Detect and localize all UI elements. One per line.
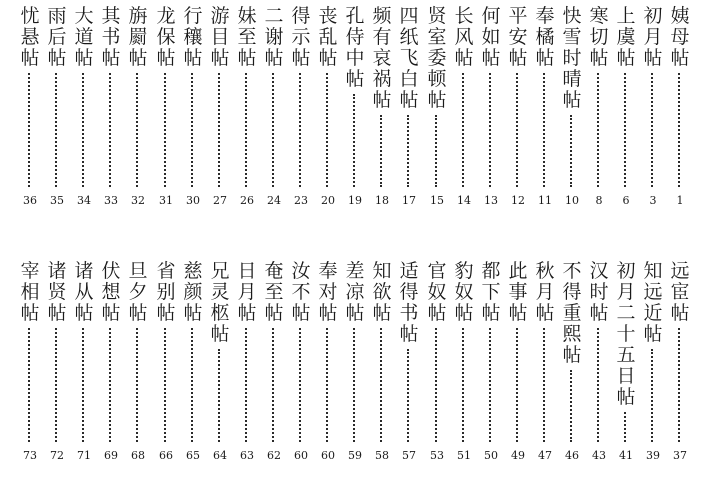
leader-dots <box>272 73 274 187</box>
page-number: 73 <box>23 449 37 462</box>
entry-title: 适 得 书 帖 <box>399 260 419 345</box>
entry-title: 快 雪 时 晴 帖 <box>562 5 582 111</box>
page-number: 12 <box>511 194 525 207</box>
page-number: 11 <box>538 194 552 207</box>
leader-dots <box>678 73 680 187</box>
toc-entry <box>424 0 450 215</box>
toc-entry <box>315 0 341 215</box>
entry-title: 秋 月 帖 <box>535 260 555 324</box>
leader-dots <box>380 115 382 187</box>
page-number: 71 <box>77 449 91 462</box>
page-number: 8 <box>595 194 603 207</box>
page-number: 6 <box>622 194 630 207</box>
leader-dots <box>353 94 355 187</box>
page-number: 47 <box>538 449 552 462</box>
entry-title: 妹 至 帖 <box>237 5 257 69</box>
toc-entry <box>180 255 206 470</box>
page-number: 24 <box>267 194 281 207</box>
entry-title: 四 纸 飞 白 帖 <box>399 5 419 111</box>
toc-entry <box>586 255 612 470</box>
leader-dots <box>651 349 653 442</box>
leader-dots <box>543 328 545 442</box>
entry-title: 汝 不 帖 <box>291 260 311 324</box>
leader-dots <box>543 73 545 187</box>
page-number: 36 <box>23 194 37 207</box>
entry-title: 忧 悬 帖 <box>20 5 40 69</box>
leader-dots <box>624 73 626 187</box>
leader-dots <box>651 73 653 187</box>
toc-entry <box>44 0 70 215</box>
entry-title: 频 有 哀 祸 帖 <box>372 5 392 111</box>
toc-entry <box>17 0 43 215</box>
leader-dots <box>55 328 57 442</box>
leader-dots <box>380 328 382 442</box>
page-number: 3 <box>649 194 657 207</box>
entry-title: 慈 颜 帖 <box>183 260 203 324</box>
leader-dots <box>299 73 301 187</box>
toc-entry <box>342 0 368 215</box>
toc-entry <box>613 0 639 215</box>
toc-entry <box>207 255 233 470</box>
toc-entry <box>586 0 612 215</box>
leader-dots <box>435 115 437 187</box>
page-number: 34 <box>77 194 91 207</box>
entry-title: 汉 时 帖 <box>589 260 609 324</box>
leader-dots <box>516 73 518 187</box>
entry-title: 伏 想 帖 <box>101 260 121 324</box>
toc-entry <box>288 255 314 470</box>
page-number: 1 <box>676 194 684 207</box>
page-number: 31 <box>159 194 173 207</box>
entry-title: 差 凉 帖 <box>345 260 365 324</box>
page-number: 27 <box>213 194 227 207</box>
page-number: 72 <box>50 449 64 462</box>
leader-dots <box>191 328 193 442</box>
leader-dots <box>597 73 599 187</box>
page-number: 14 <box>457 194 471 207</box>
toc-entry <box>559 0 585 215</box>
entry-title: 日 月 帖 <box>237 260 257 324</box>
page-number: 15 <box>430 194 444 207</box>
toc-entry <box>17 255 43 470</box>
entry-title: 官 奴 帖 <box>427 260 447 324</box>
page-number: 35 <box>50 194 64 207</box>
leader-dots <box>597 328 599 442</box>
page-number: 60 <box>294 449 308 462</box>
leader-dots <box>407 115 409 187</box>
entry-title: 行 穰 帖 <box>183 5 203 69</box>
leader-dots <box>272 328 274 442</box>
page-number: 37 <box>673 449 687 462</box>
entry-title: 知 远 近 帖 <box>643 260 663 345</box>
page-number: 39 <box>646 449 660 462</box>
leader-dots <box>435 328 437 442</box>
toc-entry <box>71 0 97 215</box>
page-number: 30 <box>186 194 200 207</box>
page-number: 51 <box>457 449 471 462</box>
toc-entry <box>478 0 504 215</box>
page-number: 43 <box>592 449 606 462</box>
toc-entry <box>451 255 477 470</box>
toc-entry <box>478 255 504 470</box>
toc-entry <box>451 0 477 215</box>
page-number: 60 <box>321 449 335 462</box>
toc-entry <box>288 0 314 215</box>
entry-title: 雨 后 帖 <box>47 5 67 69</box>
entry-title: 知 欲 帖 <box>372 260 392 324</box>
toc-entry <box>98 255 124 470</box>
page-number: 65 <box>186 449 200 462</box>
leader-dots <box>28 328 30 442</box>
entry-title: 兄 灵 柩 帖 <box>210 260 230 345</box>
leader-dots <box>624 412 626 442</box>
page-number: 49 <box>511 449 525 462</box>
toc-row-2 <box>0 255 707 470</box>
entry-title: 二 谢 帖 <box>264 5 284 69</box>
entry-title: 远 宦 帖 <box>670 260 690 324</box>
leader-dots <box>353 328 355 442</box>
toc-entry <box>153 255 179 470</box>
leader-dots <box>489 73 491 187</box>
toc-entry <box>369 255 395 470</box>
toc-entry <box>532 0 558 215</box>
toc-entry <box>396 0 422 215</box>
entry-title: 平 安 帖 <box>508 5 528 69</box>
entry-title: 龙 保 帖 <box>156 5 176 69</box>
toc-entry <box>667 0 693 215</box>
toc-entry <box>315 255 341 470</box>
leader-dots <box>326 328 328 442</box>
leader-dots <box>55 73 57 187</box>
leader-dots <box>489 328 491 442</box>
entry-title: 得 示 帖 <box>291 5 311 69</box>
toc-row-1 <box>0 0 707 215</box>
entry-title: 何 如 帖 <box>481 5 501 69</box>
toc-entry <box>234 255 260 470</box>
page-number: 23 <box>294 194 308 207</box>
toc-entry <box>125 0 151 215</box>
leader-dots <box>570 115 572 187</box>
toc-entry <box>505 0 531 215</box>
leader-dots <box>218 349 220 442</box>
toc-entry <box>153 0 179 215</box>
entry-title: 豹 奴 帖 <box>454 260 474 324</box>
page-number: 20 <box>321 194 335 207</box>
toc-entry <box>640 0 666 215</box>
leader-dots <box>462 73 464 187</box>
entry-title: 省 别 帖 <box>156 260 176 324</box>
entry-title: 游 目 帖 <box>210 5 230 69</box>
entry-title: 初 月 二 十 五 日 帖 <box>616 260 636 408</box>
entry-title: 奉 对 帖 <box>318 260 338 324</box>
toc-entry <box>180 0 206 215</box>
toc-entry <box>424 255 450 470</box>
page-number: 69 <box>104 449 118 462</box>
entry-title: 丧 乱 帖 <box>318 5 338 69</box>
toc-entry <box>125 255 151 470</box>
toc-entry <box>505 255 531 470</box>
leader-dots <box>462 328 464 442</box>
leader-dots <box>164 73 166 187</box>
page-number: 26 <box>240 194 254 207</box>
leader-dots <box>407 349 409 442</box>
toc-entry <box>261 0 287 215</box>
page-number: 64 <box>213 449 227 462</box>
toc-entry <box>559 255 585 470</box>
leader-dots <box>82 328 84 442</box>
toc-entry <box>71 255 97 470</box>
page-number: 17 <box>402 194 416 207</box>
toc-entry <box>532 255 558 470</box>
leader-dots <box>136 328 138 442</box>
leader-dots <box>136 73 138 187</box>
toc-entry <box>613 255 639 470</box>
page-number: 10 <box>565 194 579 207</box>
page-number: 33 <box>104 194 118 207</box>
entry-title: 奄 至 帖 <box>264 260 284 324</box>
page-number: 13 <box>484 194 498 207</box>
page-number: 63 <box>240 449 254 462</box>
leader-dots <box>678 328 680 442</box>
entry-title: 其 书 帖 <box>101 5 121 69</box>
leader-dots <box>82 73 84 187</box>
entry-title: 都 下 帖 <box>481 260 501 324</box>
entry-title: 奉 橘 帖 <box>535 5 555 69</box>
entry-title: 长 风 帖 <box>454 5 474 69</box>
toc-entry <box>667 255 693 470</box>
leader-dots <box>245 328 247 442</box>
leader-dots <box>191 73 193 187</box>
entry-title: 寒 切 帖 <box>589 5 609 69</box>
leader-dots <box>516 328 518 442</box>
toc-entry <box>369 0 395 215</box>
toc-entry <box>98 0 124 215</box>
toc-entry <box>640 255 666 470</box>
toc-entry <box>207 0 233 215</box>
entry-title: 初 月 帖 <box>643 5 663 69</box>
toc-entry <box>234 0 260 215</box>
page-number: 58 <box>375 449 389 462</box>
page-number: 57 <box>402 449 416 462</box>
leader-dots <box>326 73 328 187</box>
entry-title: 诸 从 帖 <box>74 260 94 324</box>
page-number: 19 <box>348 194 362 207</box>
entry-title: 孔 侍 中 帖 <box>345 5 365 90</box>
entry-title: 姨 母 帖 <box>670 5 690 69</box>
entry-title: 宰 相 帖 <box>20 260 40 324</box>
page-number: 41 <box>619 449 633 462</box>
leader-dots <box>245 73 247 187</box>
page-number: 53 <box>430 449 444 462</box>
leader-dots <box>164 328 166 442</box>
toc-entry <box>396 255 422 470</box>
entry-title: 此 事 帖 <box>508 260 528 324</box>
page-number: 59 <box>348 449 362 462</box>
leader-dots <box>299 328 301 442</box>
leader-dots <box>109 73 111 187</box>
page-number: 62 <box>267 449 281 462</box>
leader-dots <box>109 328 111 442</box>
leader-dots <box>28 73 30 187</box>
page-number: 50 <box>484 449 498 462</box>
toc-entry <box>261 255 287 470</box>
page-number: 68 <box>131 449 145 462</box>
entry-title: 诸 贤 帖 <box>47 260 67 324</box>
page-number: 18 <box>375 194 389 207</box>
toc-entry <box>342 255 368 470</box>
entry-title: 不 得 重 熙 帖 <box>562 260 582 366</box>
leader-dots <box>218 73 220 187</box>
entry-title: 上 虞 帖 <box>616 5 636 69</box>
entry-title: 贤 室 委 顿 帖 <box>427 5 447 111</box>
page-number: 46 <box>565 449 579 462</box>
leader-dots <box>570 370 572 442</box>
toc-entry <box>44 255 70 470</box>
entry-title: 旃 罽 帖 <box>128 5 148 69</box>
entry-title: 旦 夕 帖 <box>128 260 148 324</box>
page-number: 66 <box>159 449 173 462</box>
page-number: 32 <box>131 194 145 207</box>
entry-title: 大 道 帖 <box>74 5 94 69</box>
